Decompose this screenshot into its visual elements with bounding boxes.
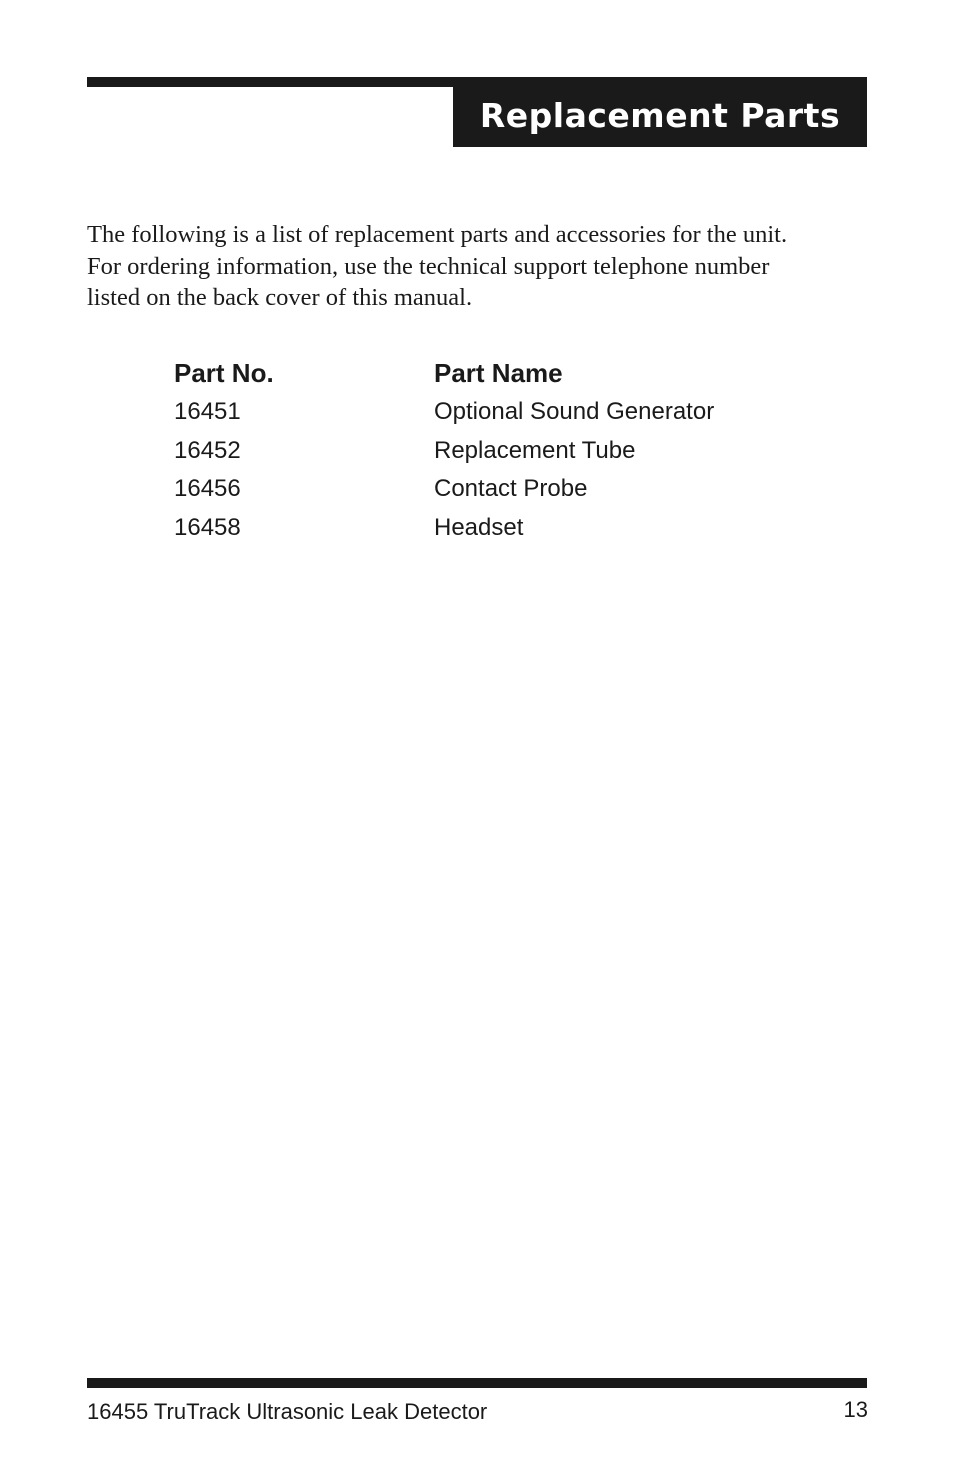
part-name-cell: Headset: [434, 514, 524, 542]
parts-table: [174, 354, 714, 548]
table-row: [174, 470, 714, 509]
intro-line: The following is a list of replacement parts and accessories for the unit.: [87, 221, 788, 248]
footer-document-title: 16455 TruTrack Ultrasonic Leak Detector: [87, 1399, 488, 1424]
part-no-cell: 16458: [174, 514, 241, 542]
part-no-cell: 16452: [174, 436, 241, 464]
part-name-cell: Optional Sound Generator: [434, 398, 715, 425]
page-number: 13: [843, 1397, 868, 1422]
footer-rule: [87, 1378, 867, 1388]
table-row: [174, 393, 714, 432]
part-name-cell: Contact Probe: [434, 475, 588, 503]
table-row: [174, 509, 714, 548]
intro-line: For ordering information, use the technical support telephone number: [87, 252, 770, 280]
table-header-row: [174, 354, 714, 393]
part-no-cell: 16451: [174, 398, 241, 425]
section-title-box: [453, 77, 867, 147]
part-no-cell: 16456: [174, 475, 241, 503]
part-name-cell: Replacement Tube: [434, 436, 636, 464]
page-title: Replacement Parts: [479, 95, 841, 135]
part-name-header: Part Name: [434, 358, 563, 388]
table-row: [174, 432, 714, 471]
part-no-header: Part No.: [174, 358, 274, 388]
intro-paragraph: [87, 219, 877, 314]
intro-line: listed on the back cover of this manual.: [87, 284, 473, 311]
